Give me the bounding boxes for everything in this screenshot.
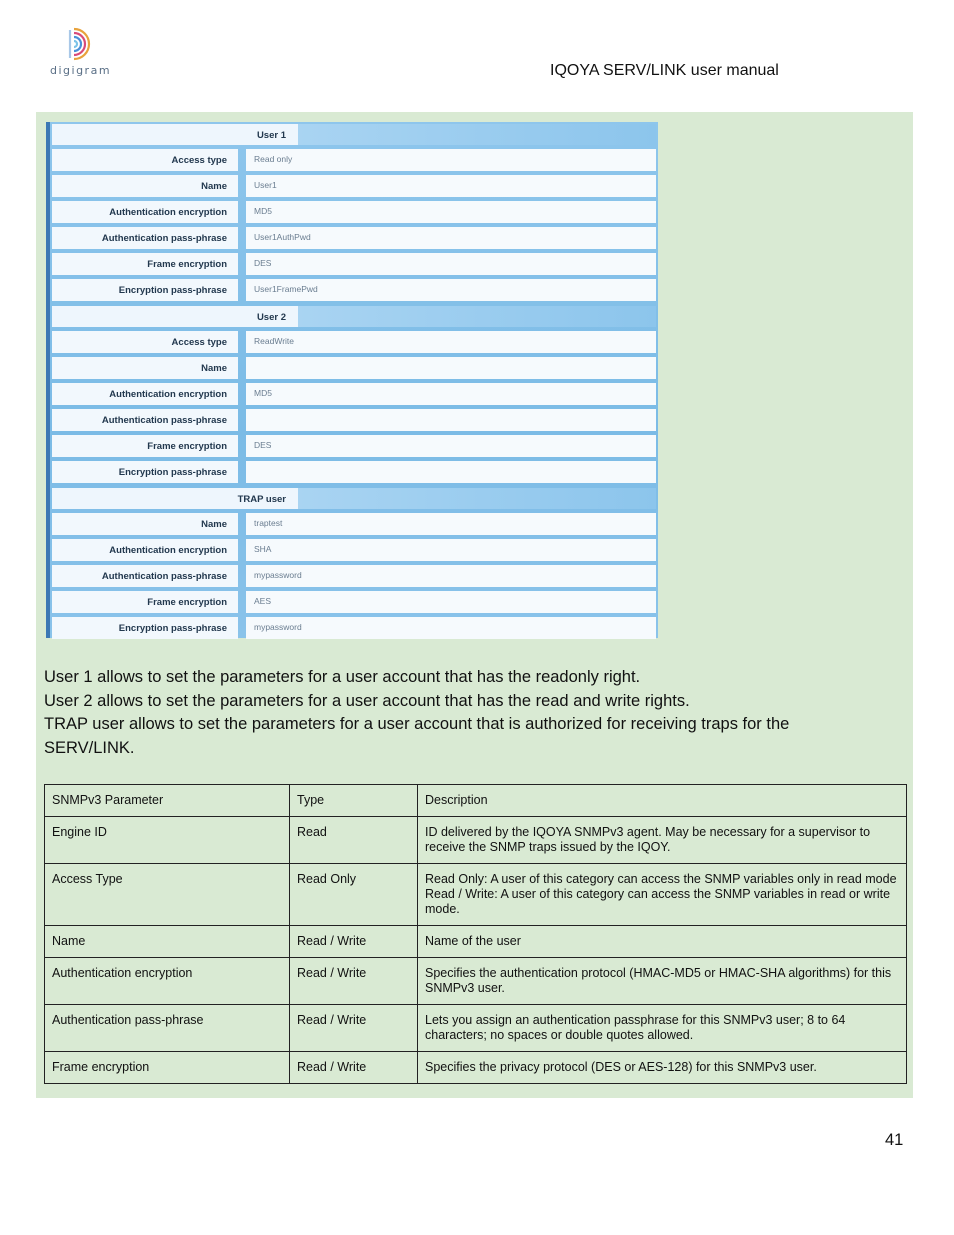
- digigram-logo: [48, 26, 118, 78]
- page-number: 41: [885, 1131, 904, 1149]
- table-cell: Read / Write: [290, 1052, 418, 1084]
- panel-field-input[interactable]: User1: [246, 175, 656, 197]
- panel-section-header-bar: [298, 488, 656, 509]
- panel-field-row: [52, 617, 658, 639]
- table-cell: ID delivered by the IQOYA SNMPv3 agent. May be necessary for a supervisor to receive the SNMP traps issued by the IQOY.: [418, 817, 907, 864]
- panel-field-input[interactable]: Read only: [246, 149, 656, 171]
- panel-field-row: [52, 201, 658, 223]
- panel-field-label: Authentication pass-phrase: [52, 565, 238, 587]
- table-cell: Access Type: [45, 864, 290, 926]
- panel-field-label: Name: [52, 357, 238, 379]
- panel-field-input[interactable]: SHA: [246, 539, 656, 561]
- table-header-cell: Description: [418, 785, 907, 817]
- panel-field-row: [52, 435, 658, 457]
- table-cell: Read Only: A user of this category can access the SNMP variables only in read mode Read / Write: A user of this category can access the SNMP variables in read or write mode.: [418, 864, 907, 926]
- panel-field-label: Name: [52, 513, 238, 535]
- panel-field-input[interactable]: DES: [246, 435, 656, 457]
- table-cell: Read / Write: [290, 958, 418, 1005]
- panel-field-label: Frame encryption: [52, 435, 238, 457]
- table-row: [45, 926, 907, 958]
- panel-field-label: Authentication encryption: [52, 201, 238, 223]
- panel-field-input[interactable]: AES: [246, 591, 656, 613]
- table-cell: Name: [45, 926, 290, 958]
- paragraph-line-user1: User 1 allows to set the parameters for a user account that has the readonly right.: [44, 668, 641, 686]
- panel-section-title-text: TRAP user: [237, 494, 286, 505]
- panel-section-title: [52, 306, 298, 327]
- table-cell: Lets you assign an authentication passphrase for this SNMPv3 user; 8 to 64 characters; no spaces or double quotes allowed.: [418, 1005, 907, 1052]
- panel-field-label: Encryption pass-phrase: [52, 617, 238, 639]
- table-cell: Authentication pass-phrase: [45, 1005, 290, 1052]
- panel-field-label: Frame encryption: [52, 591, 238, 613]
- table-header-cell: Type: [290, 785, 418, 817]
- panel-field-input[interactable]: [246, 461, 656, 483]
- table-header-cell: SNMPv3 Parameter: [45, 785, 290, 817]
- panel-field-input[interactable]: User1AuthPwd: [246, 227, 656, 249]
- table-row: [45, 1005, 907, 1052]
- panel-section-title-text: User 1: [256, 130, 286, 141]
- table-row: [45, 958, 907, 1005]
- panel-field-row: [52, 591, 658, 613]
- panel-field-label: Encryption pass-phrase: [52, 279, 238, 301]
- panel-field-input[interactable]: ReadWrite: [246, 331, 656, 353]
- table-cell: Read Only: [290, 864, 418, 926]
- table-cell: Engine ID: [45, 817, 290, 864]
- description-paragraph: [44, 666, 864, 760]
- table-cell: Read / Write: [290, 926, 418, 958]
- panel-section-header-bar: [298, 306, 656, 327]
- panel-section-title: [52, 124, 298, 145]
- panel-field-input[interactable]: MD5: [246, 201, 656, 223]
- panel-section-header-bar: [298, 124, 656, 145]
- table-cell: Specifies the privacy protocol (DES or AES-128) for this SNMPv3 user.: [418, 1052, 907, 1084]
- panel-field-row: [52, 331, 658, 353]
- table-header-row: [45, 785, 907, 817]
- table-cell: Name of the user: [418, 926, 907, 958]
- panel-field-input[interactable]: mypassword: [246, 565, 656, 587]
- panel-field-label: Authentication encryption: [52, 383, 238, 405]
- table-cell: Specifies the authentication protocol (HMAC-MD5 or HMAC-SHA algorithms) for this SNMPv3 user.: [418, 958, 907, 1005]
- table-row: [45, 864, 907, 926]
- panel-field-input[interactable]: [246, 409, 656, 431]
- panel-field-row: [52, 279, 658, 301]
- panel-field-row: [52, 565, 658, 587]
- panel-field-input[interactable]: mypassword: [246, 617, 656, 639]
- panel-section-title-text: User 2: [256, 312, 286, 323]
- panel-field-label: Frame encryption: [52, 253, 238, 275]
- snmpv3-parameter-table: [44, 784, 907, 1084]
- panel-field-input[interactable]: DES: [246, 253, 656, 275]
- table-cell: Read / Write: [290, 1005, 418, 1052]
- paragraph-line-trap: TRAP user allows to set the parameters for a user account that is authorized for receiving traps for the SERV/LINK.: [44, 715, 790, 757]
- panel-section-title: [52, 488, 298, 509]
- panel-field-row: [52, 461, 658, 483]
- table-row: [45, 817, 907, 864]
- panel-field-row: [52, 175, 658, 197]
- panel-field-row: [52, 383, 658, 405]
- panel-field-label: Authentication pass-phrase: [52, 227, 238, 249]
- document-title: IQOYA SERV/LINK user manual: [550, 62, 779, 79]
- panel-field-label: Authentication pass-phrase: [52, 409, 238, 431]
- paragraph-line-user2: User 2 allows to set the parameters for a user account that has the read and write rights.: [44, 691, 690, 710]
- table-row: [45, 1052, 907, 1084]
- panel-field-input[interactable]: User1FramePwd: [246, 279, 656, 301]
- content-block: [36, 112, 913, 1098]
- table-cell: Frame encryption: [45, 1052, 290, 1084]
- panel-field-label: Access type: [52, 149, 238, 171]
- panel-field-row: [52, 409, 658, 431]
- panel-field-row: [52, 539, 658, 561]
- panel-field-input[interactable]: [246, 357, 656, 379]
- panel-field-row: [52, 227, 658, 249]
- panel-field-row: [52, 149, 658, 171]
- panel-field-input[interactable]: MD5: [246, 383, 656, 405]
- panel-field-row: [52, 253, 658, 275]
- panel-field-label: Access type: [52, 331, 238, 353]
- panel-field-row: [52, 513, 658, 535]
- panel-field-input[interactable]: traptest: [246, 513, 656, 535]
- panel-field-label: Authentication encryption: [52, 539, 238, 561]
- panel-field-row: [52, 357, 658, 379]
- panel-field-label: Encryption pass-phrase: [52, 461, 238, 483]
- snmp-users-screenshot: [46, 122, 658, 638]
- logo-text: digigram: [50, 64, 112, 77]
- digigram-logo-icon: [66, 26, 100, 62]
- panel-field-label: Name: [52, 175, 238, 197]
- table-cell: Read: [290, 817, 418, 864]
- table-cell: Authentication encryption: [45, 958, 290, 1005]
